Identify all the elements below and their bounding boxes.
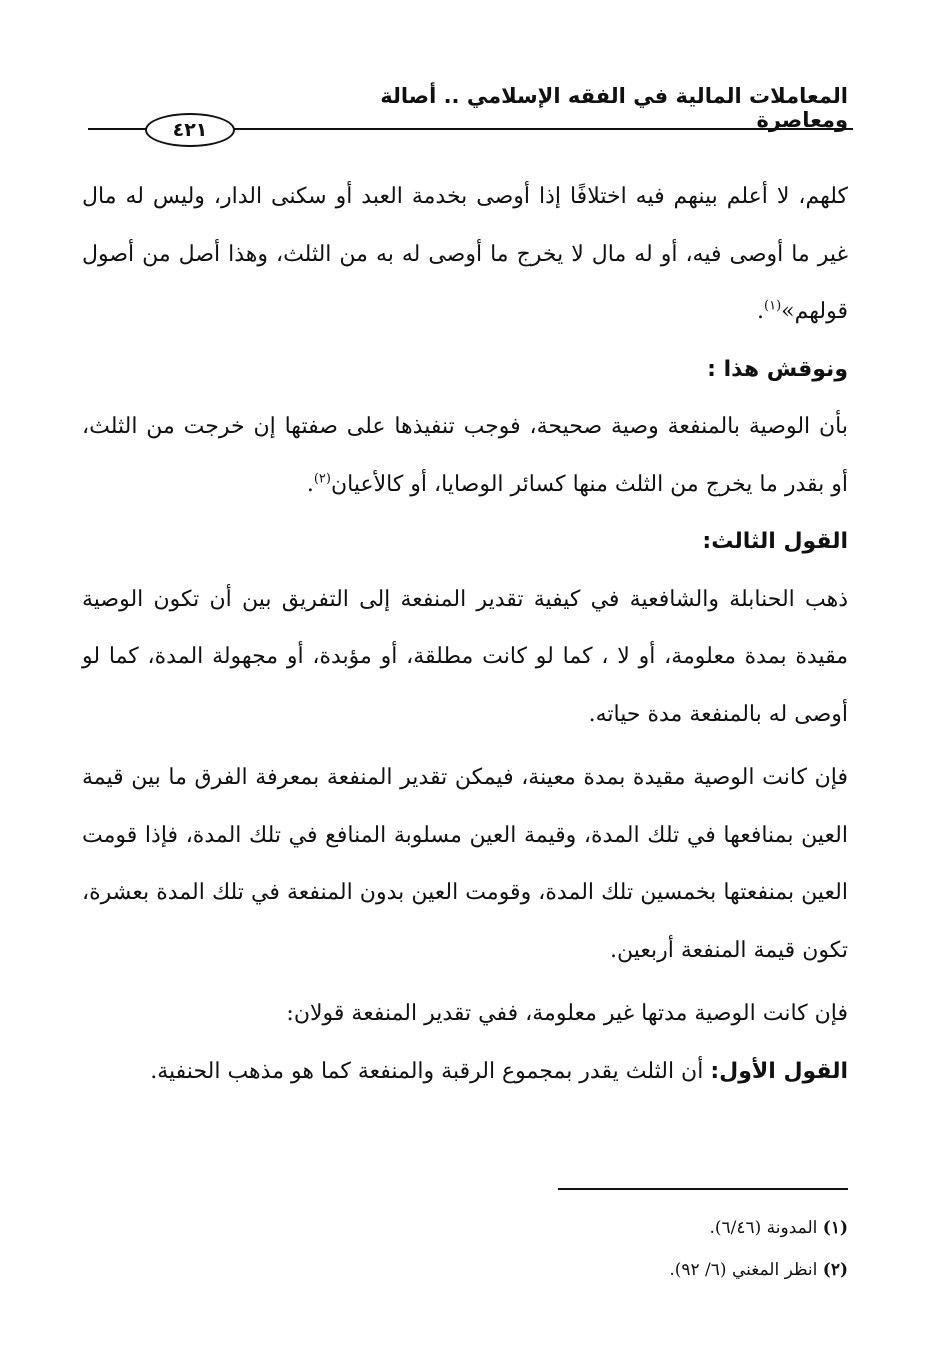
footnote-number: (١) bbox=[822, 1218, 848, 1238]
footnotes bbox=[82, 1207, 848, 1291]
footnote-1 bbox=[82, 1207, 848, 1249]
paragraph-end: . bbox=[757, 299, 765, 324]
section-heading-objection: ونوقش هذا : bbox=[707, 356, 848, 382]
paragraph-quote-end bbox=[82, 168, 848, 341]
footnote-2 bbox=[82, 1249, 848, 1291]
paragraph-fixed-period: فإن كانت الوصية مقيدة بمدة معينة، فيمكن تقدير المنفعة بمعرفة الفرق ما بين قيمة العين بمنافعها في تلك المدة، وقيمة العين مسلوبة المنافع في تلك المدة، فإذا قومت العين بمنفعتها بخمسين تلك المدة، وقومت العين بدون المنفعة في تلك المدة بعشرة، تكون قيمة المنفعة أربعين. bbox=[82, 765, 848, 963]
footnote-separator bbox=[558, 1188, 848, 1190]
footnote-text: المدونة (٦/٤٦). bbox=[709, 1218, 818, 1238]
footnote-text: انظر المغني (٦/ ٩٢). bbox=[669, 1260, 818, 1280]
running-header-title: المعاملات المالية في الفقه الإسلامي .. أصالة ومعاصرة bbox=[380, 84, 848, 132]
footnote-number: (٢) bbox=[822, 1260, 848, 1280]
paragraph-objection bbox=[82, 398, 848, 513]
paragraph-end: . bbox=[306, 471, 314, 497]
paragraph-first-opinion bbox=[82, 1043, 848, 1101]
footnote-ref-1: (١) bbox=[764, 298, 782, 314]
paragraph-hanbali-shafii: ذهب الحنابلة والشافعية في كيفية تقدير المنفعة إلى التفريق بين أن تكون الوصية مقيدة بمدة معلومة، أو لا ، كما لو كانت مطلقة، أو مؤبدة، أو مجهولة المدة، كما لو أوصى له بالمنفعة مدة حياته. bbox=[82, 586, 848, 727]
paragraph-text: كلهم، لا أعلم بينهم فيه اختلافًا إذا أوصى بخدمة العبد أو سكنى الدار، وليس له مال غير ما أوصى فيه، أو له مال لا يخرج ما أوصى له به من الثلث، وهذا أصل من أصول قولهم» bbox=[82, 184, 848, 324]
footnote-ref-2: (٢) bbox=[313, 471, 331, 487]
section-heading-third-opinion: القول الثالث: bbox=[702, 529, 848, 554]
paragraph-text: أن الثلث يقدر بمجموع الرقبة والمنفعة كما هو مذهب الحنفية. bbox=[150, 1058, 704, 1084]
first-opinion-label: القول الأول: bbox=[710, 1058, 848, 1084]
page-number-badge: ٤٢١ bbox=[145, 113, 235, 147]
paragraph-unknown-period: فإن كانت الوصية مدتها غير معلومة، ففي تقدير المنفعة قولان: bbox=[286, 1001, 848, 1026]
main-text bbox=[82, 168, 848, 1100]
paragraph-text: بأن الوصية بالمنفعة وصية صحيحة، فوجب تنفيذها على صفتها إن خرجت من الثلث، أو بقدر ما يخرج من الثلث منها كسائر الوصايا، أو كالأعيان bbox=[82, 414, 848, 497]
